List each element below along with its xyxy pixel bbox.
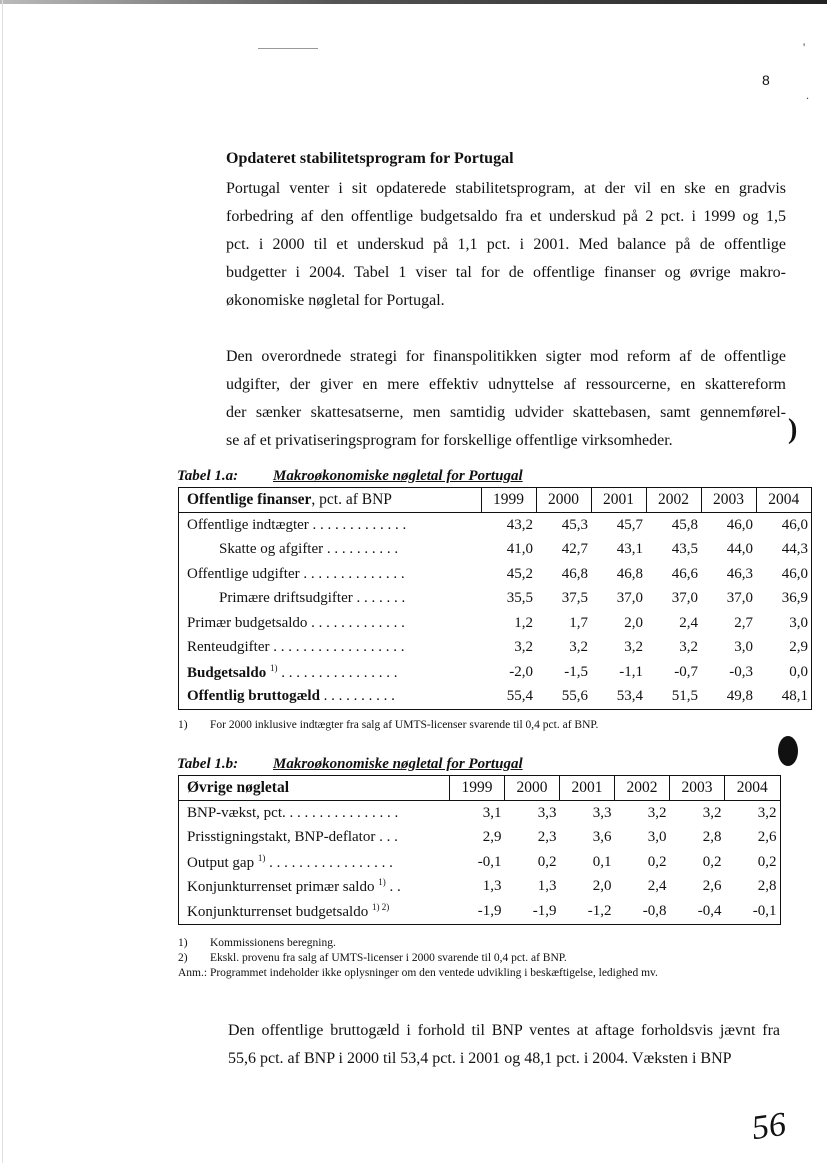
table-cell: -0,1 (725, 899, 781, 924)
year-header: 2002 (615, 776, 670, 801)
table-cell: 55,6 (536, 685, 591, 710)
table2-footnote (178, 952, 567, 964)
table-cell: 46,6 (671, 565, 698, 582)
table-cell: 3,2 (624, 639, 643, 656)
row-label-text: BNP-vækst, pct. (187, 804, 286, 821)
footnote-ref: 1) 2) (371, 901, 390, 912)
year-header: 2002 (646, 488, 701, 513)
binder-mark: ) (788, 414, 798, 445)
table-cell: 37,0 (616, 590, 643, 607)
table-row (179, 850, 781, 875)
leader-dots: . . . . . . . . . . . . . . . . (277, 664, 398, 681)
table1-footnote (178, 719, 598, 731)
footnote-key: 1) (178, 719, 188, 731)
row-label-text: Output gap (187, 854, 255, 871)
table-cell: 46,8 (561, 565, 588, 582)
section-heading: Opdateret stabilitetsprogram for Portugal (226, 150, 514, 167)
table-cell: 2,6 (702, 878, 722, 895)
table-cell: 0,2 (647, 853, 667, 870)
table-cell: 41,0 (506, 541, 533, 558)
scan-speck: ' (803, 40, 806, 54)
footnote-ref: 1) (257, 852, 266, 863)
table-cell: 3,3 (592, 804, 612, 821)
table-cell: 1,7 (569, 614, 588, 631)
table-cell: 45,7 (616, 516, 643, 533)
table-cell: 0,2 (537, 853, 557, 870)
scan-top-edge (0, 0, 827, 4)
row-label (179, 875, 450, 900)
year-header: 2000 (536, 488, 591, 513)
table-cell: 45,3 (561, 516, 588, 533)
row-label-text: Konjunkturrenset budgetsaldo (187, 903, 369, 920)
table-cell: 55,4 (481, 685, 536, 710)
table-cell: 37,0 (671, 590, 698, 607)
table1 (178, 487, 812, 710)
table-cell: 3,2 (514, 639, 533, 656)
row-label-text: Renteudgifter (187, 639, 270, 656)
table-cell: 0,0 (756, 660, 812, 685)
table-cell: 3,2 (679, 639, 698, 656)
table-row (179, 636, 812, 661)
table-cell: 2,8 (725, 875, 781, 900)
table-row (179, 562, 812, 587)
header-rule (258, 48, 318, 49)
table-cell: 51,5 (646, 685, 701, 710)
paragraph-line: Den offentlige bruttogæld i forhold til BNP ventes at aftage forholdsvis jævnt fra (228, 1022, 780, 1039)
table1-caption-title: Makroøkonomiske nøgletal for Portugal (273, 468, 523, 484)
table-cell: 53,4 (591, 685, 646, 710)
row-label-text: Skatte og afgifter (219, 541, 324, 558)
table-cell: 2,8 (702, 829, 722, 846)
table-cell: 3,2 (725, 801, 781, 826)
table-cell: 45,8 (671, 516, 698, 533)
footnote-key: 2) (178, 952, 188, 964)
table-cell: 1,3 (482, 878, 502, 895)
table-cell: 0,2 (702, 853, 722, 870)
footnote-text: For 2000 inklusive indtægter fra salg af UMTS-licenser svarende til 0,4 pct. af BNP. (210, 719, 599, 731)
table1-header-bold: Offentlige finanser (187, 491, 312, 508)
table-cell: 2,9 (482, 829, 502, 846)
row-label (179, 826, 450, 851)
paragraph-line: der sænker skattesatserne, men samtidig udvider skattebasen, samt gennemførel- (226, 404, 786, 421)
table-cell: 0,1 (592, 853, 612, 870)
row-label (179, 899, 450, 924)
year-header: 2004 (725, 776, 781, 801)
row-label-text: Budgetsaldo (187, 664, 267, 681)
page-number: 8 (762, 72, 770, 88)
table-row (179, 587, 812, 612)
table-cell: 46,3 (726, 565, 753, 582)
table-row (179, 611, 812, 636)
table1-header-rest: , pct. af BNP (311, 491, 392, 508)
table-cell: 3,3 (537, 804, 557, 821)
paragraph-line: 55,6 pct. af BNP i 2000 til 53,4 pct. i 2001 og 48,1 pct. i 2004. Væksten i BNP (228, 1050, 732, 1067)
table-row (179, 513, 812, 538)
table-row (179, 875, 781, 900)
table-cell: 46,0 (756, 513, 812, 538)
row-label-text: Offentlig bruttogæld (187, 688, 320, 705)
table-cell: -2,0 (509, 663, 533, 680)
row-label (179, 538, 482, 563)
table-cell: -0,8 (615, 899, 670, 924)
table-cell: 48,1 (756, 685, 812, 710)
table2-caption-label: Tabel 1.b: (177, 756, 239, 772)
table-cell: -1,9 (505, 899, 560, 924)
year-header: 2001 (560, 776, 615, 801)
year-header: 2004 (756, 488, 812, 513)
table-cell: 3,1 (482, 804, 502, 821)
year-header: 2000 (505, 776, 560, 801)
table2-header-label: Øvrige nøgletal (179, 776, 450, 801)
table-cell: 2,4 (679, 614, 698, 631)
year-header: 2003 (670, 776, 725, 801)
paragraph-line: økonomiske nøgletal for Portugal. (226, 292, 445, 309)
table-cell: 2,6 (725, 826, 781, 851)
leader-dots: . . . . . . . . . . . . . (307, 614, 405, 631)
leader-dots: . . . . . . . . . . . . . (308, 516, 407, 533)
row-label (179, 660, 482, 685)
table-cell: -1,1 (619, 663, 643, 680)
handwritten-page-number: 56 (749, 1105, 789, 1148)
paragraph-line: se af et privatiseringsprogram for forskellige offentlige virksomheder. (226, 432, 673, 449)
table2-footnote (178, 937, 336, 949)
table1-header-label (179, 488, 482, 513)
table-cell: 2,9 (756, 636, 812, 661)
scan-speck: . (806, 88, 809, 102)
row-label (179, 685, 482, 710)
table-cell: 3,2 (647, 804, 667, 821)
table-cell: 3,2 (702, 804, 722, 821)
table-row (179, 660, 812, 685)
year-header: 1999 (450, 776, 505, 801)
row-label-text: Prisstigningstakt, BNP-deflator (187, 829, 376, 846)
row-label-text: Offentlige udgifter (187, 565, 300, 582)
table1-caption (177, 468, 523, 485)
table-cell: 3,2 (569, 639, 588, 656)
table-cell: 37,0 (726, 590, 753, 607)
table-cell: 2,3 (537, 829, 557, 846)
year-header: 2003 (701, 488, 756, 513)
row-label-text: Konjunkturrenset primær saldo (187, 879, 375, 896)
footnote-text: Ekskl. provenu fra salg af UMTS-licenser i 2000 svarende til 0,4 pct. af BNP. (210, 952, 567, 964)
leader-dots: . . . . . . . . . . . . . . . . . . (269, 639, 405, 656)
table-cell: -0,3 (729, 663, 753, 680)
leader-dots: . . . . . . . . . . . . . . (299, 565, 405, 582)
table-row (179, 826, 781, 851)
year-header: 2001 (591, 488, 646, 513)
table-cell: 43,1 (616, 541, 643, 558)
table-cell: 1,2 (514, 614, 533, 631)
leader-dots: . . . . . . . . . . . . . . . (285, 804, 399, 821)
table-cell: 44,3 (756, 538, 812, 563)
row-label (179, 636, 482, 661)
table-cell: 2,7 (734, 614, 753, 631)
scan-left-edge (2, 0, 3, 1163)
footnote-ref: 1) (378, 877, 386, 888)
table-cell: 3,0 (734, 639, 753, 656)
year-header: 1999 (481, 488, 536, 513)
table-cell: 3,0 (756, 611, 812, 636)
table-cell: -0,7 (674, 663, 698, 680)
table1-header-row (179, 488, 812, 513)
table2-caption (177, 756, 523, 773)
row-label-text: Primære driftsudgifter (219, 590, 353, 607)
leader-dots: . . . (375, 829, 398, 846)
table-cell: 2,4 (647, 878, 667, 895)
table-cell: 3,6 (592, 829, 612, 846)
table-row (179, 899, 781, 924)
table-row (179, 801, 781, 826)
table-cell: 49,8 (701, 685, 756, 710)
leader-dots: . . . . . . . . . . . . . . . . . (265, 854, 393, 871)
table2-note (178, 967, 658, 979)
table-cell: 1,3 (537, 878, 557, 895)
table-cell: -1,5 (564, 663, 588, 680)
paragraph-line: Portugal venter i sit opdaterede stabilitetsprogram, at der vil en ske en gradvis (226, 180, 786, 197)
binder-hole-mark (778, 736, 798, 766)
table2 (178, 775, 781, 925)
leader-dots: . . (385, 879, 401, 896)
table-cell: -0,4 (670, 899, 725, 924)
row-label (179, 587, 482, 612)
table-cell: 42,7 (561, 541, 588, 558)
table-cell: 43,2 (506, 516, 533, 533)
leader-dots: . . . . . . . . . . (319, 688, 395, 705)
table2-header-row (179, 776, 781, 801)
paragraph-line: udgifter, der giver en mere effektiv udnyttelse af ressourcerne, en skattereform (226, 376, 786, 393)
paragraph-3 (228, 1017, 780, 1073)
paragraph-line: forbedring af den offentlige budgetsaldo fra et underskud på 2 pct. i 1999 og 1,5 (226, 208, 786, 225)
table-row (179, 538, 812, 563)
table-cell: 3,0 (647, 829, 667, 846)
table-cell: 46,8 (616, 565, 643, 582)
row-label (179, 801, 450, 826)
footnote-ref: 1) (269, 662, 278, 673)
paragraph-2 (226, 343, 786, 455)
leader-dots: . . . . . . . . . . (323, 541, 399, 558)
row-label (179, 513, 482, 538)
row-label (179, 562, 482, 587)
table-cell: 37,5 (561, 590, 588, 607)
table-cell: -0,1 (477, 853, 502, 870)
table-cell: 0,2 (725, 850, 781, 875)
footnote-text: Anm.: Programmet indeholder ikke oplysninger om den ventede udvikling i beskæftigelse, ledighed mv. (178, 967, 658, 979)
table-cell: 43,5 (671, 541, 698, 558)
table2-caption-title: Makroøkonomiske nøgletal for Portugal (273, 756, 523, 772)
footnote-key: 1) (178, 937, 188, 949)
paragraph-line: pct. i 2000 til et underskud på 1,1 pct. i 2001. Med balance på de offentlige (226, 236, 786, 253)
table-cell: 46,0 (756, 562, 812, 587)
table-cell: 2,0 (592, 878, 612, 895)
footnote-text: Kommissionens beregning. (210, 937, 336, 949)
table-cell: 36,9 (756, 587, 812, 612)
row-label (179, 850, 450, 875)
table-row (179, 685, 812, 710)
table-cell: 44,0 (726, 541, 753, 558)
paragraph-line: budgetter i 2004. Tabel 1 viser tal for de offentlige finanser og øvrige makro- (226, 264, 786, 281)
row-label-text: Offentlige indtægter (187, 516, 309, 533)
row-label (179, 611, 482, 636)
paragraph-1 (226, 175, 786, 315)
table-cell: -1,2 (560, 899, 615, 924)
paragraph-line: Den overordnede strategi for finanspolitikken sigter mod reform af de offentlige (226, 348, 786, 365)
row-label-text: Primær budgetsaldo (187, 614, 308, 631)
table-cell: 45,2 (506, 565, 533, 582)
table-cell: 35,5 (506, 590, 533, 607)
leader-dots: . . . . . . . (352, 590, 406, 607)
table1-caption-label: Tabel 1.a: (177, 468, 239, 484)
table-cell: 46,0 (726, 516, 753, 533)
table-cell: 2,0 (624, 614, 643, 631)
table-cell: -1,9 (450, 899, 505, 924)
